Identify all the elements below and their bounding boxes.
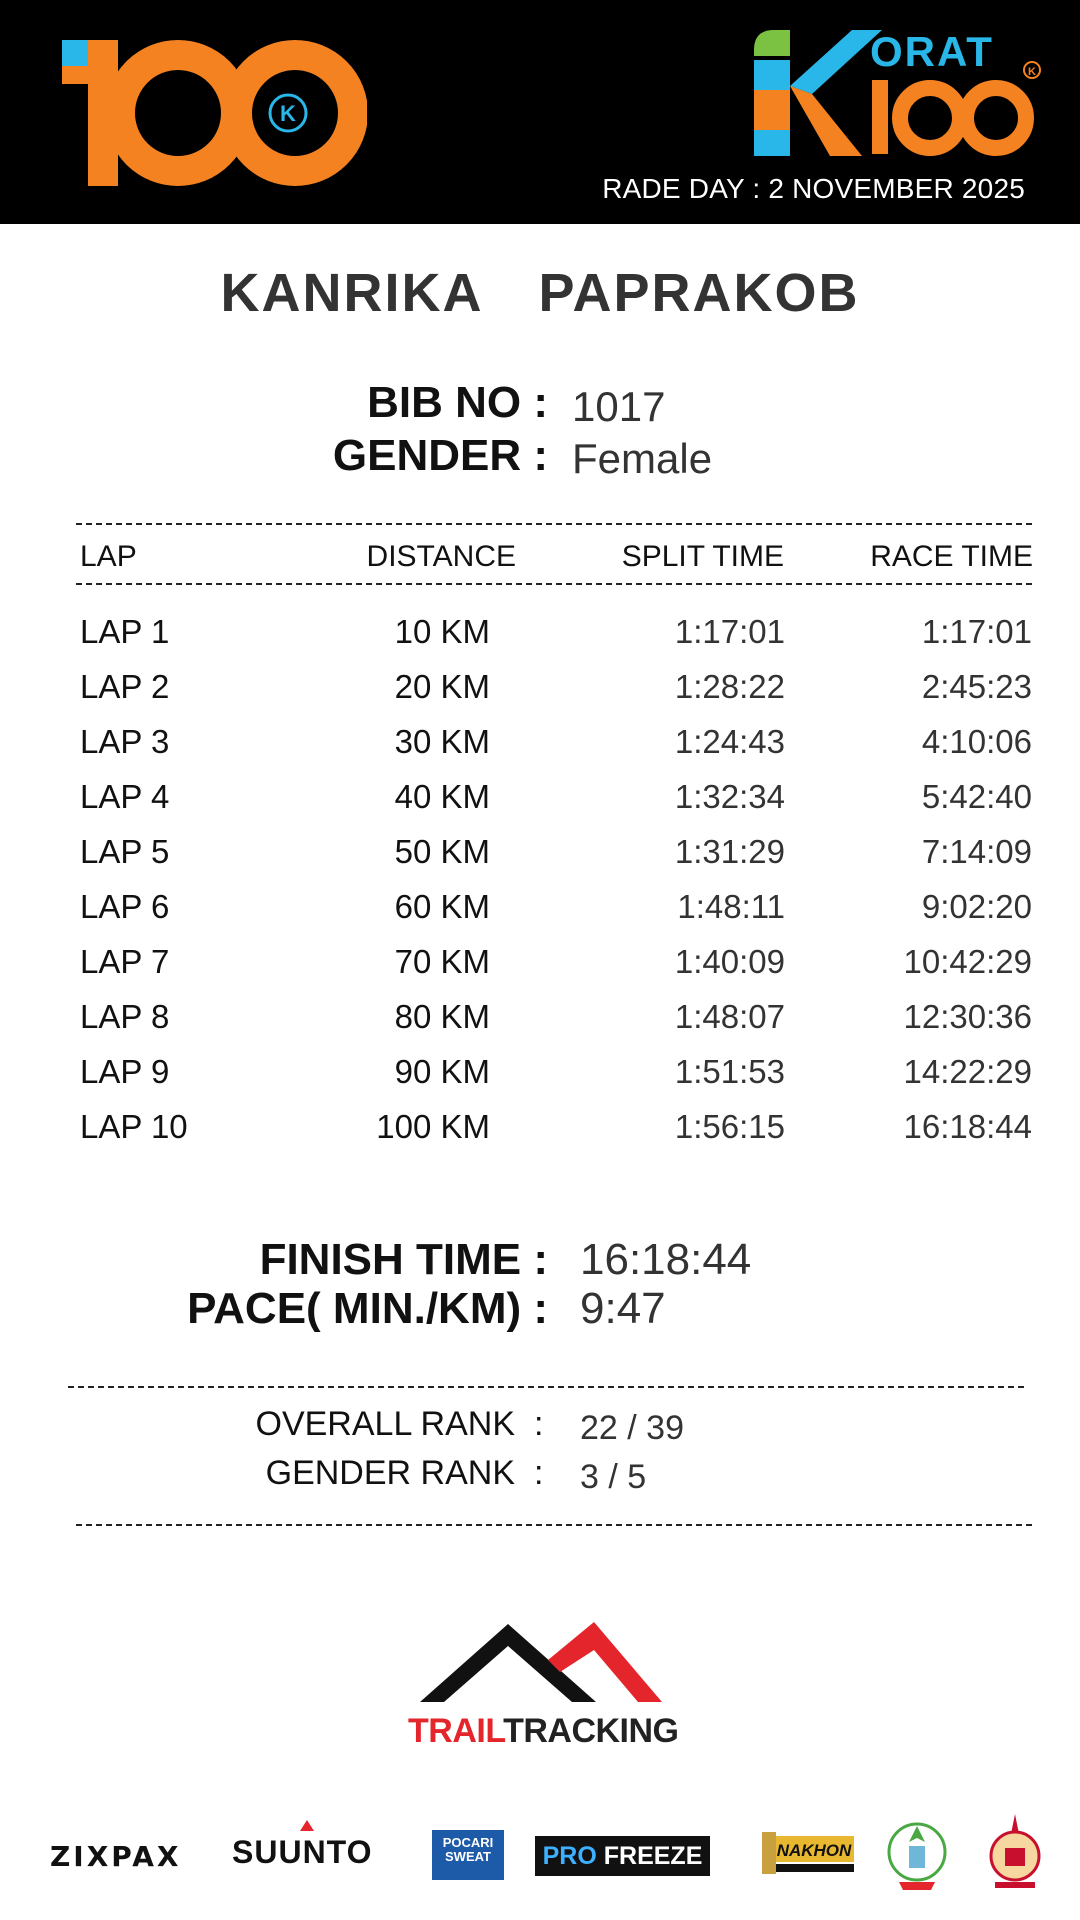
table-row	[0, 613, 1080, 668]
lap-cell: LAP 8	[80, 998, 170, 1035]
race-day-text: RADE DAY : 2 NOVEMBER 2025	[602, 173, 1025, 204]
trail-word: TRAIL	[408, 1712, 504, 1750]
header-race-time: RACE TIME	[870, 540, 1033, 573]
header-split-time: SPLIT TIME	[621, 540, 784, 573]
table-row	[0, 1053, 1080, 1108]
race-time-cell: 14:22:29	[903, 1053, 1032, 1090]
trail-tracking-wordmark	[408, 1712, 679, 1751]
distance-cell: 40 KM	[394, 778, 490, 815]
nakhon-text: NAKHON	[776, 1841, 852, 1860]
lap-cell: LAP 1	[80, 613, 170, 650]
divider	[76, 523, 1032, 525]
race-100k-logo	[62, 40, 367, 186]
header-banner	[0, 0, 1080, 224]
split-time-cell: 1:40:09	[674, 943, 785, 980]
finish-time-value: 16:18:44	[580, 1235, 752, 1284]
pocari-sweat-logo: POCARI SWEAT	[432, 1830, 504, 1880]
split-time-cell: 1:51:53	[674, 1053, 785, 1090]
freeze-word: FREEZE	[596, 1842, 703, 1870]
table-row	[0, 668, 1080, 723]
pace-value: 9:47	[580, 1284, 666, 1333]
race-time-cell: 2:45:23	[921, 668, 1032, 705]
distance-cell: 60 KM	[394, 888, 490, 925]
split-time-cell: 1:48:07	[674, 998, 785, 1035]
municipal-emblem-icon	[983, 1810, 1048, 1896]
tracking-word: TRACKING	[503, 1712, 679, 1750]
distance-cell: 30 KM	[394, 723, 490, 760]
overall-rank-label: OVERALL RANK	[255, 1405, 515, 1443]
bib-value: 1017	[572, 383, 666, 430]
lap-cell: LAP 9	[80, 1053, 170, 1090]
svg-text:K: K	[1028, 66, 1036, 78]
gender-rank-colon: :	[534, 1454, 544, 1492]
finish-time-label: FINISH TIME :	[259, 1235, 548, 1284]
header-lap: LAP	[80, 540, 137, 573]
pace-label: PACE( MIN./KM) :	[187, 1284, 548, 1333]
gender-rank-label: GENDER RANK	[265, 1454, 515, 1492]
korat-100-logo	[752, 28, 1047, 158]
table-row	[0, 778, 1080, 833]
table-row	[0, 998, 1080, 1053]
distance-cell: 90 KM	[394, 1053, 490, 1090]
lap-cell: LAP 5	[80, 833, 170, 870]
zixpax-logo: ZIXPAX	[50, 1840, 182, 1873]
divider	[68, 1386, 1024, 1388]
pro-word: PRO	[542, 1842, 597, 1870]
suunto-triangle-icon	[300, 1820, 314, 1831]
distance-cell: 80 KM	[394, 998, 490, 1035]
nakhon-ratchasima-logo	[762, 1828, 854, 1878]
gender-label: GENDER :	[332, 431, 548, 480]
split-time-cell: 1:17:01	[674, 613, 785, 650]
lap-cell: LAP 6	[80, 888, 170, 925]
table-row	[0, 888, 1080, 943]
split-time-cell: 1:28:22	[674, 668, 785, 705]
sponsor-strip	[0, 1800, 1080, 1910]
race-time-cell: 1:17:01	[921, 613, 1032, 650]
split-time-cell: 1:24:43	[674, 723, 785, 760]
divider	[76, 1524, 1032, 1526]
split-time-cell: 1:56:15	[674, 1108, 785, 1145]
brand-logo-word: ORAT	[870, 28, 994, 75]
race-time-cell: 4:10:06	[921, 723, 1032, 760]
provincial-emblem-icon	[885, 1812, 950, 1894]
split-time-cell: 1:32:34	[674, 778, 785, 815]
race-time-cell: 9:02:20	[921, 888, 1032, 925]
table-row	[0, 943, 1080, 998]
distance-cell: 20 KM	[394, 668, 490, 705]
race-time-cell: 12:30:36	[903, 998, 1032, 1035]
distance-cell: 100 KM	[376, 1108, 490, 1145]
lap-cell: LAP 3	[80, 723, 170, 760]
divider	[76, 583, 1032, 585]
lap-cell: LAP 7	[80, 943, 170, 980]
pro-freeze-logo	[535, 1836, 710, 1876]
lap-cell: LAP 10	[80, 1108, 188, 1145]
split-time-cell: 1:48:11	[677, 888, 785, 925]
race-time-cell: 7:14:09	[921, 833, 1032, 870]
table-row	[0, 833, 1080, 888]
overall-rank-value: 22 / 39	[580, 1409, 684, 1447]
lap-cell: LAP 2	[80, 668, 170, 705]
race-logo-badge: K	[280, 101, 296, 126]
table-row	[0, 723, 1080, 778]
split-time-cell: 1:31:29	[674, 833, 785, 870]
bib-label: BIB NO :	[367, 378, 548, 427]
header-distance: DISTANCE	[366, 540, 516, 573]
race-time-cell: 10:42:29	[903, 943, 1032, 980]
gender-rank-value: 3 / 5	[580, 1458, 647, 1496]
table-row	[0, 1108, 1080, 1163]
distance-cell: 10 KM	[394, 613, 490, 650]
distance-cell: 50 KM	[394, 833, 490, 870]
overall-rank-colon: :	[534, 1405, 544, 1443]
lap-cell: LAP 4	[80, 778, 170, 815]
race-time-cell: 16:18:44	[903, 1108, 1032, 1145]
gender-value: Female	[572, 435, 713, 482]
distance-cell: 70 KM	[394, 943, 490, 980]
runner-name: KANRIKA PAPRAKOB	[220, 263, 860, 323]
suunto-logo: SUUNTO	[232, 1834, 373, 1870]
race-time-cell: 5:42:40	[921, 778, 1032, 815]
